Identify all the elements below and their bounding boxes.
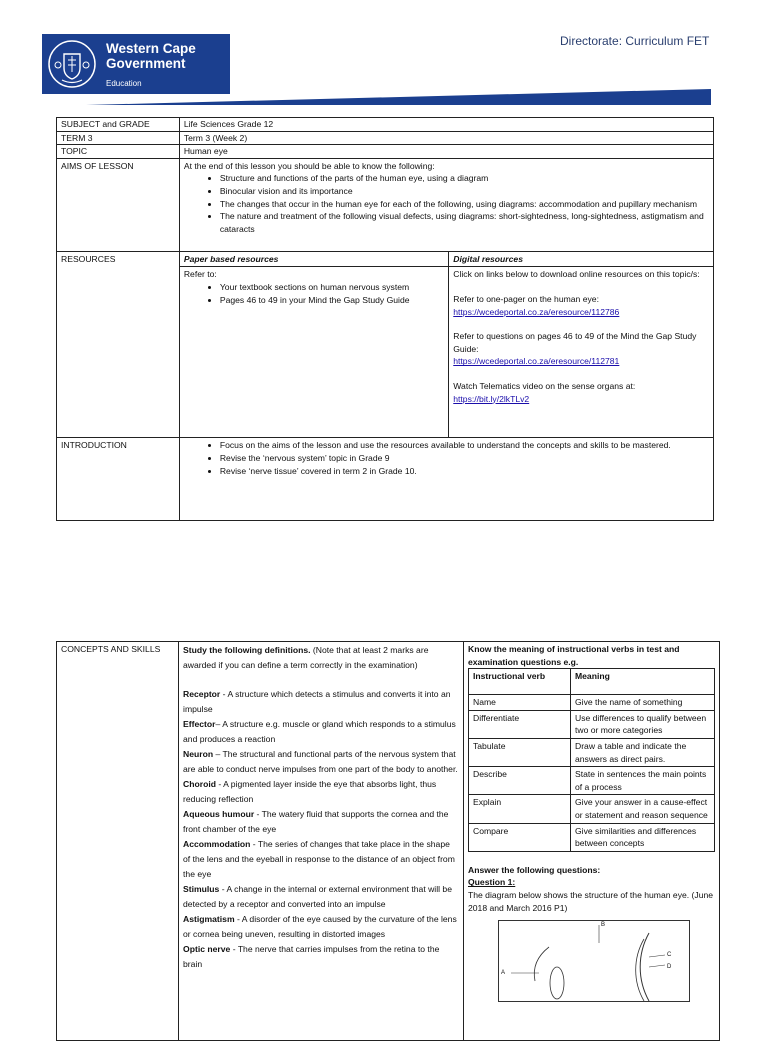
table-row — [57, 251, 714, 267]
list-item: • The nature and treatment of the following visual defects, using diagrams: short-sightedness, long-sightedness, astigmatism and cataracts — [220, 210, 709, 235]
aims-cell — [179, 158, 713, 251]
list-item: • Pages 46 to 49 in your Mind the Gap Study Guide — [220, 294, 444, 307]
answer-heading: Answer the following questions: — [467, 864, 601, 875]
list-item: • The changes that occur in the human eye for each of the following, using diagrams: accommodation and pupillary mechanism — [220, 198, 709, 211]
table-row — [57, 158, 714, 251]
table-row — [468, 767, 714, 795]
verbs-heading: Know the meaning of instructional verbs in test and examination questions e.g. — [467, 644, 680, 667]
list-item: • Structure and functions of the parts of the human eye, using a diagram — [220, 172, 709, 185]
introduction-label: INTRODUCTION — [57, 438, 180, 521]
table-row — [468, 823, 714, 851]
onepager-text: Refer to one-pager on the human eye: — [453, 293, 599, 304]
verb-cell: Tabulate — [468, 738, 570, 766]
table-row — [57, 131, 714, 145]
table-row — [57, 118, 714, 132]
verb-cell: Explain — [468, 795, 570, 823]
onepager-link[interactable]: https://wcedeportal.co.za/eresource/112786 — [453, 306, 620, 317]
study-instruction — [183, 643, 459, 673]
study-note: (Note that at least 2 marks are awarded if you can define a term correctly in the examination) — [183, 645, 429, 670]
paper-resources-cell — [179, 267, 448, 438]
department-name: Education — [106, 79, 142, 88]
directorate-title: Directorate: Curriculum FET — [560, 34, 710, 48]
aims-label: AIMS OF LESSON — [57, 158, 180, 251]
table-row — [468, 738, 714, 766]
question-1-text: The diagram below shows the structure of the human eye. (June 2018 and March 2016 P1) — [467, 889, 714, 913]
paper-resources-list — [184, 281, 444, 306]
list-item: • Binocular vision and its importance — [220, 185, 709, 198]
definition-item: Accommodation - The series of changes that take place in the shape of the lens and the eyeball in response to the distance of an object from the eye — [183, 839, 455, 879]
table-row — [57, 145, 714, 159]
table-row — [468, 710, 714, 738]
study-heading: Study the following definitions. — [183, 645, 311, 655]
subject-value: Life Sciences Grade 12 — [179, 118, 713, 132]
eye-diagram — [498, 920, 690, 1002]
verbs-table — [468, 668, 715, 852]
questions-text: Refer to questions on pages 46 to 49 of the Mind the Gap Study Guide: — [453, 331, 697, 354]
aims-intro: At the end of this lesson you should be able to know the following: — [183, 160, 435, 171]
eye-diagram-figure — [499, 921, 689, 1001]
verbs-cell — [463, 642, 719, 1041]
definition-item: Receptor - A structure which detects a stimulus and converts it into an impulse — [183, 689, 451, 714]
meaning-cell: Draw a table and indicate the answers as direct pairs. — [570, 738, 714, 766]
meaning-cell: State in sentences the main points of a process — [570, 767, 714, 795]
concepts-label: CONCEPTS AND SKILLS — [57, 642, 179, 1041]
government-name: Western Cape Government — [106, 41, 196, 71]
table-row — [468, 669, 714, 695]
definition-item: Choroid - A pigmented layer inside the eye that absorbs light, thus reducing reflection — [183, 779, 437, 804]
term-label: TERM 3 — [57, 131, 180, 145]
table-row — [468, 795, 714, 823]
definitions-cell — [179, 642, 464, 1041]
digital-intro: Click on links below to download online resources on this topic/s: — [453, 269, 700, 280]
definition-item: Aqueous humour - The watery fluid that supports the cornea and the front chamber of the eye — [183, 809, 449, 834]
table-row — [468, 695, 714, 711]
definition-item: Astigmatism - A disorder of the eye caused by the curvature of the lens or cornea being uneven, resulting in distorted images — [183, 914, 457, 939]
questions-link[interactable]: https://wcedeportal.co.za/eresource/112781 — [453, 356, 620, 367]
verb-cell: Differentiate — [468, 710, 570, 738]
video-text: Watch Telematics video on the sense organs at: — [453, 380, 636, 391]
list-item: • Focus on the aims of the lesson and use the resources available to understand the concepts and skills to be mastered. — [220, 439, 709, 452]
paper-resources-heading: Paper based resources — [179, 251, 448, 267]
lesson-info-table — [56, 117, 714, 521]
coat-of-arms-icon — [46, 38, 98, 90]
meaning-column-header: Meaning — [570, 669, 714, 695]
video-link[interactable]: https://bit.ly/2lkTLv2 — [453, 393, 530, 404]
diagram-label-d: D — [666, 964, 672, 971]
aims-list — [184, 172, 709, 235]
meaning-cell: Use differences to qualify between two or more categories — [570, 710, 714, 738]
list-item: • Revise the ‘nervous system’ topic in Grade 9 — [220, 452, 709, 465]
meaning-cell: Give similarities and differences between concepts — [570, 823, 714, 851]
refer-to-text: Refer to: — [183, 269, 217, 280]
diagram-label-b: B — [600, 922, 605, 929]
topic-label: TOPIC — [57, 145, 180, 159]
table-row — [57, 642, 720, 1041]
definition-item: Neuron – The structural and functional parts of the nervous system that are able to conduct nerve impulses from one part of the body to another. — [183, 749, 458, 774]
table-row — [57, 438, 714, 521]
meaning-cell: Give the name of something — [570, 695, 714, 711]
term-value: Term 3 (Week 2) — [179, 131, 713, 145]
verb-cell: Describe — [468, 767, 570, 795]
introduction-list — [184, 439, 709, 477]
verb-cell: Compare — [468, 823, 570, 851]
list-item: • Your textbook sections on human nervous system — [220, 281, 444, 294]
diagram-label-c: C — [666, 952, 672, 959]
definition-item: Stimulus - A change in the internal or external environment that will be detected by a receptor and converted into an impulse — [183, 884, 452, 909]
meaning-cell: Give your answer in a cause-effect or statement and reason sequence — [570, 795, 714, 823]
verb-cell: Name — [468, 695, 570, 711]
question-1-heading: Question 1: — [467, 877, 516, 888]
verb-column-header: Instructional verb — [468, 669, 570, 695]
diagram-label-a: A — [500, 970, 505, 977]
resources-label: RESOURCES — [57, 251, 180, 438]
definition-item: Effector– A structure e.g. muscle or gland which responds to a stimulus and produces a reaction — [183, 719, 456, 744]
definition-item: Optic nerve - The nerve that carries impulses from the retina to the brain — [183, 944, 440, 969]
digital-resources-cell — [449, 267, 714, 438]
digital-resources-heading: Digital resources — [449, 251, 714, 267]
list-item: • Revise ‘nerve tissue’ covered in term 2 in Grade 10. — [220, 465, 709, 478]
concepts-table — [56, 641, 720, 1041]
government-logo — [42, 34, 230, 94]
introduction-cell — [179, 438, 713, 521]
subject-label: SUBJECT and GRADE — [57, 118, 180, 132]
topic-value: Human eye — [179, 145, 713, 159]
